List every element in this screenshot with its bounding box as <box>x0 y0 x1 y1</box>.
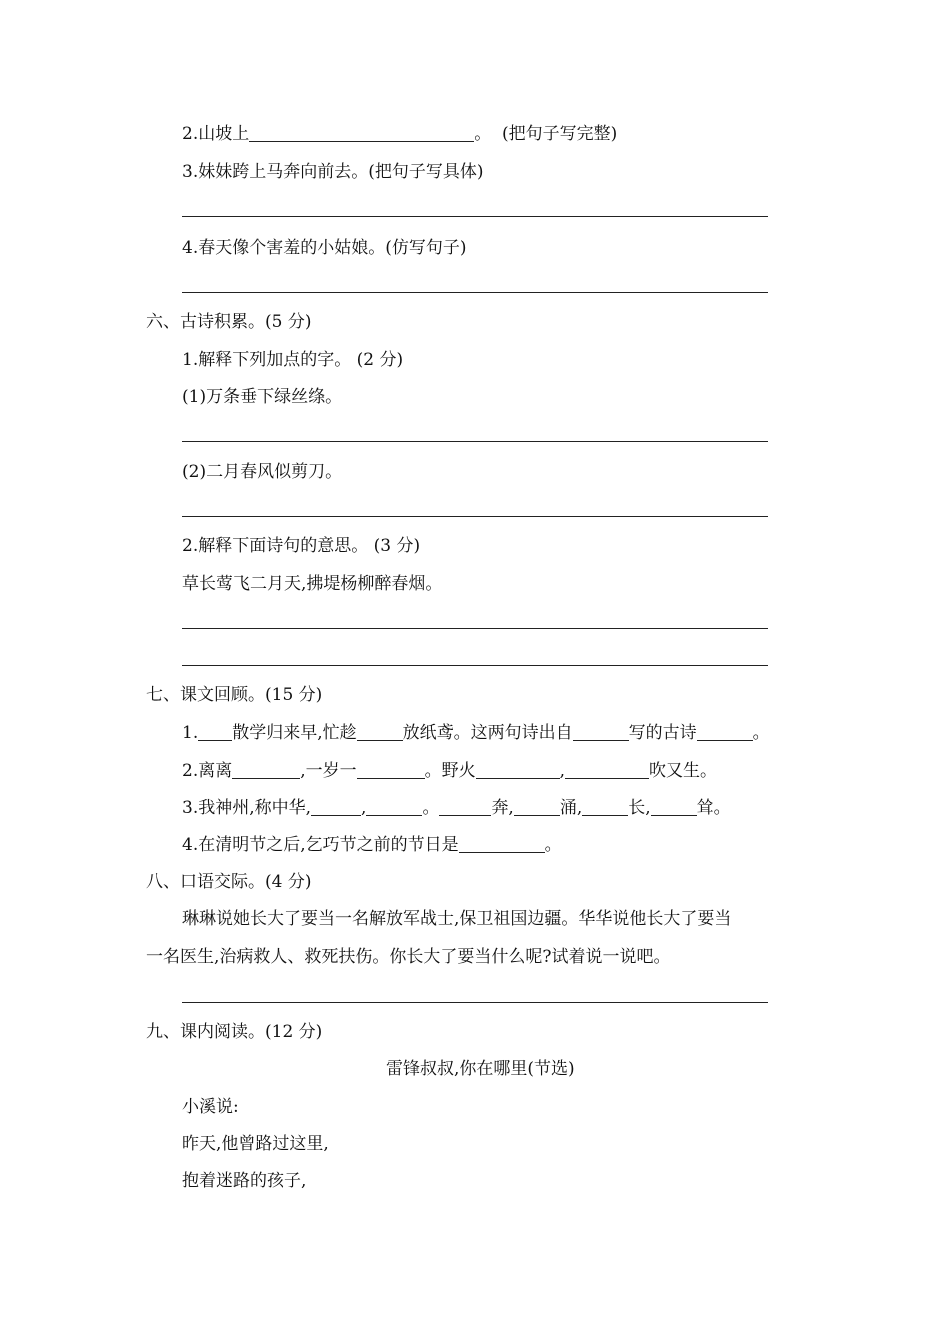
answer-blank[interactable] <box>357 722 403 741</box>
answer-blank[interactable] <box>198 722 232 741</box>
answer-blank[interactable] <box>476 760 560 779</box>
passage-line: 抱着迷路的孩子, <box>182 1171 307 1191</box>
q7-2: 2.离离 ,一岁一 。野火 , 吹又生。 <box>182 761 718 781</box>
passage-line: 小溪说: <box>182 1097 239 1117</box>
q6-1-1: (1)万条垂下绿丝绦。 <box>182 387 343 407</box>
section-6-title: 六、古诗积累。(5 分) <box>146 312 312 332</box>
q6-1: 1.解释下列加点的字。 (2 分) <box>182 350 404 370</box>
section-8-title: 八、口语交际。(4 分) <box>146 872 312 892</box>
section-7-title: 七、课文回顾。(15 分) <box>146 685 323 705</box>
answer-blank[interactable] <box>514 797 560 816</box>
q7-3: 3.我神州,称中华, , 。 奔, 涌, 长, 耸。 <box>182 798 731 818</box>
passage-title: 雷锋叔叔,你在哪里(节选) <box>386 1059 575 1079</box>
answer-blank[interactable] <box>232 760 300 779</box>
answer-blank[interactable] <box>249 123 474 142</box>
answer-line[interactable] <box>182 628 768 629</box>
answer-blank[interactable] <box>357 760 425 779</box>
answer-line[interactable] <box>182 1002 768 1003</box>
q7-4: 4.在清明节之后,乞巧节之前的节日是 。 <box>182 835 562 855</box>
answer-line[interactable] <box>182 216 768 217</box>
q7-1: 1. 散学归来早,忙趁 放纸鸢。这两句诗出自 写的古诗 。 <box>182 723 770 743</box>
q6-1-2: (2)二月春风似剪刀。 <box>182 462 343 482</box>
section-9-title: 九、课内阅读。(12 分) <box>146 1022 323 1042</box>
q6-2: 2.解释下面诗句的意思。 (3 分) <box>182 536 421 556</box>
answer-blank[interactable] <box>697 722 753 741</box>
answer-blank[interactable] <box>459 834 545 853</box>
paragraph-line: 琳琳说她长大了要当一名解放军战士,保卫祖国边疆。华华说他长大了要当 <box>182 909 732 929</box>
answer-line[interactable] <box>182 292 768 293</box>
answer-blank[interactable] <box>366 797 422 816</box>
answer-line[interactable] <box>182 441 768 442</box>
answer-line[interactable] <box>182 665 768 666</box>
answer-blank[interactable] <box>651 797 697 816</box>
answer-blank[interactable] <box>573 722 629 741</box>
answer-blank[interactable] <box>565 760 649 779</box>
q5-2: 2.山坡上 。 (把句子写完整) <box>182 124 618 144</box>
paragraph-line: 一名医生,治病救人、救死扶伤。你长大了要当什么呢?试着说一说吧。 <box>146 947 671 967</box>
answer-line[interactable] <box>182 516 768 517</box>
answer-blank[interactable] <box>439 797 491 816</box>
q5-4: 4.春天像个害羞的小姑娘。(仿写句子) <box>182 238 467 258</box>
poem-line: 草长莺飞二月天,拂堤杨柳醉春烟。 <box>182 574 443 594</box>
answer-blank[interactable] <box>311 797 361 816</box>
q5-3: 3.妹妹跨上马奔向前去。(把句子写具体) <box>182 162 484 182</box>
answer-blank[interactable] <box>582 797 628 816</box>
passage-line: 昨天,他曾路过这里, <box>182 1134 329 1154</box>
